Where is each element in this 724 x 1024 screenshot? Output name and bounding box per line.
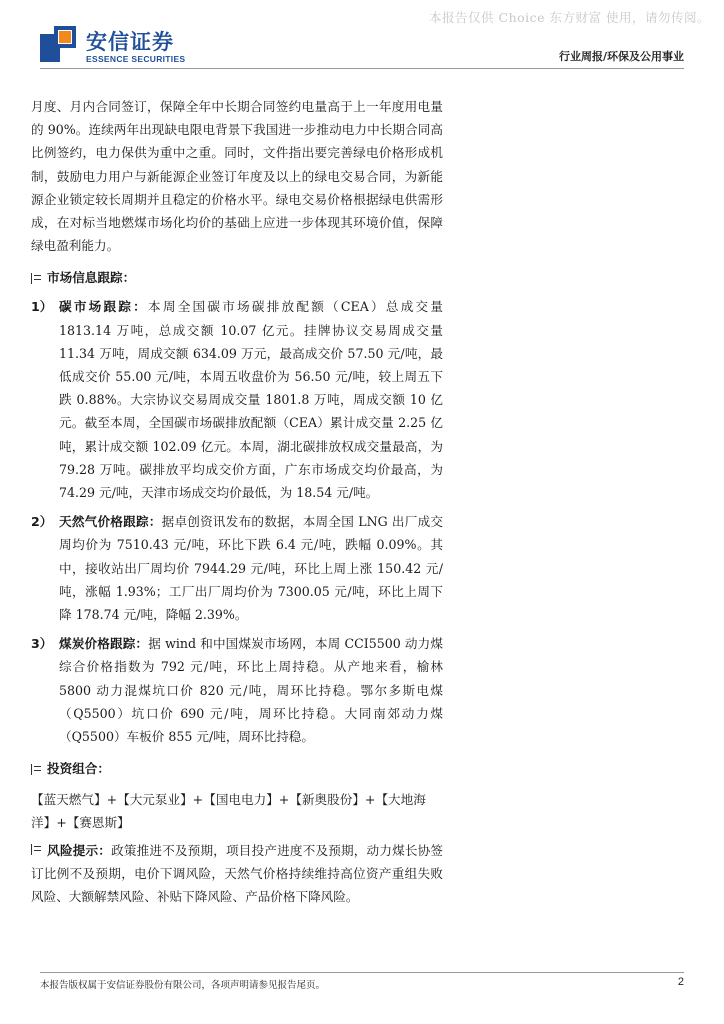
item-number: 1） bbox=[31, 299, 53, 315]
market-item-coal bbox=[31, 632, 443, 748]
page-number: 2 bbox=[677, 976, 684, 988]
portfolio-section-heading bbox=[31, 758, 443, 780]
portfolio-section-title: 投资组合： bbox=[47, 761, 110, 777]
risk-text: 政策推进不及预期，项目投产进度不及预期，动力煤长协签订比例不及预期，电价下调风险，天然气价格持续维持高位资产重组失败风险、大额解禁风险、补贴下降风险、产品价格下降风险。 bbox=[31, 842, 444, 905]
item-text: 本周全国碳市场碳排放配额（CEA）总成交量 1813.14 万吨，总成交额 10.07 亿元。挂牌协议交易周成交量 11.34 万吨，周成交额 634.09 万元，最高成交价 57.50 元/吨，最低成交价 55.00 元/吨，本周五收盘价为 56.50 元/吨，较上周五下跌 0.88%。大宗协议交易周成交量 1801.8 万吨，周成交额 10 亿元。截至本周，全国碳市场碳排放配额（CEA）累计成交量 2.25 亿吨，累计成交额 102.09 亿元。本周，湖北碳排放权成交量最高，为 79.28 万吨。碳排放平均成交价方面，广东市场成交均价最高，为 74.29 元/吨，天津市场成交均价最低，为 18.54 元/吨。 bbox=[59, 299, 443, 501]
footer-divider bbox=[40, 972, 684, 973]
item-number: 3） bbox=[31, 636, 53, 652]
item-number: 2） bbox=[31, 514, 53, 530]
section-bullet-icon bbox=[31, 764, 42, 775]
intro-paragraph: 月度、月内合同签订，保障全年中长期合同签约电量高于上一年度用电量的 90%。连续两年出现缺电限电背景下我国进一步推动电力中长期合同高比例签约，电力保供为重中之重。同时，文件指出要完善绿电价格形成机制，鼓励电力用户与新能源企业签订年度及以上的绿电交易合同，为新能源企业锁定较长周期并且稳定的价格水平。绿电交易价格根据绿电供需形成，在对标当地燃煤市场化均价的基础上应进一步体现其环境价值，保障绿电盈利能力。 bbox=[31, 99, 443, 254]
report-category: 行业周报/环保及公用事业 bbox=[558, 50, 684, 63]
report-body bbox=[31, 95, 443, 908]
section-bullet-icon bbox=[31, 844, 42, 855]
logo-english-name: ESSENCE SECURITIES bbox=[86, 54, 186, 64]
section-bullet-icon bbox=[31, 273, 42, 284]
market-section-heading bbox=[31, 267, 443, 289]
item-title: 碳市场跟踪： bbox=[59, 299, 149, 315]
market-section-title: 市场信息跟踪： bbox=[47, 270, 136, 286]
risk-section-title: 风险提示： bbox=[47, 842, 112, 858]
item-title: 天然气价格跟踪： bbox=[59, 514, 162, 530]
market-item-gas bbox=[31, 510, 443, 626]
header-divider bbox=[40, 68, 684, 69]
copyright-notice: 本报告版权属于安信证券股份有限公司，各项声明请参见报告尾页。 bbox=[40, 980, 326, 991]
company-logo bbox=[40, 26, 190, 68]
risk-section bbox=[31, 839, 443, 909]
logo-chinese-name: 安信证券 bbox=[86, 30, 174, 54]
logo-mark-icon bbox=[40, 26, 76, 62]
portfolio-list: 【蓝天燃气】+【大元泵业】+【国电电力】+【新奥股份】+【大地海洋】+【赛恩斯】 bbox=[31, 792, 426, 831]
watermark-text: 本报告仅供 Choice 东方财富 使用，请勿传阅。 bbox=[429, 10, 710, 25]
item-text: 据卓创资讯发布的数据，本周全国 LNG 出厂成交周均价为 7510.43 元/吨，环比下跌 6.4 元/吨，跌幅 0.09%。其中，接收站出厂周均价 7944.29 元/吨，环比上周上涨 150.42 元/吨，涨幅 1.93%；工厂出厂周均价为 7300.05 元/吨，环比上周下降 178.74 元/吨，降幅 2.39%。 bbox=[59, 514, 444, 623]
item-title: 煤炭价格跟踪： bbox=[59, 636, 149, 652]
market-item-carbon bbox=[31, 295, 443, 504]
item-text: 据 wind 和中国煤炭市场网，本周 CCI5500 动力煤综合价格指数为 792 元/吨，环比上周持稳。从产地来看，榆林 5800 动力混煤坑口价 820 元/吨，周环比持稳。鄂尔多斯电煤（Q5500）坑口价 690 元/吨，周环比持稳。大同南郊动力煤（Q5500）车板价 855 元/吨，周环比持稳。 bbox=[59, 636, 444, 745]
